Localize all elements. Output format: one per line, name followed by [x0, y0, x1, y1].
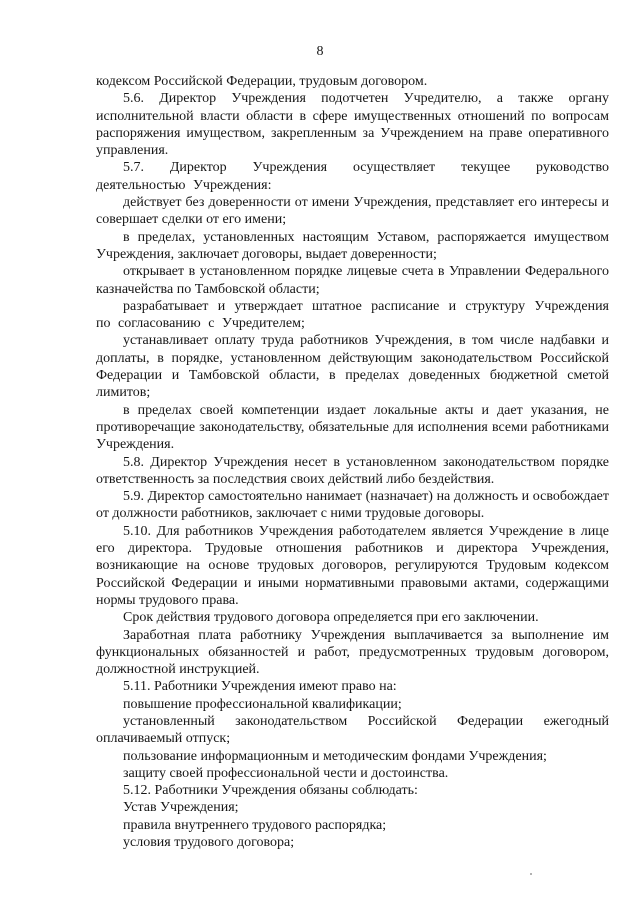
paragraph-5-10: 5.10. Для работников Учреждения работодателем является Учреждение в лице его директора. Трудовые отношения работников и директора Учреждения, возникающие на основе трудовых договоров, регулируются Трудовым кодексом Российской Федерации и иными нормативными правовыми актами, содержащими нормы трудового права. — [96, 523, 609, 608]
list-item-local-acts: в пределах своей компетенции издает локальные акты и дает указания, не противоречащие законодательству, обязательные для исполнения всеми работниками Учреждения. — [96, 402, 609, 453]
paragraph-5-6: 5.6. Директор Учреждения подотчетен Учредителю, а также органу исполнительной власти области в сфере имущественных отношений по вопросам распоряжения имуществом, закрепленным за Учреждением на праве оперативного управления. — [96, 91, 609, 159]
paragraph-salary: Заработная плата работнику Учреждения выплачивается за выполнение им функциональных обязанностей и работ, предусмотренных трудовым договором, должностной инструкцией. — [96, 627, 609, 678]
scan-speck — [530, 873, 532, 875]
document-body — [96, 73, 609, 851]
list-item-staff-schedule: разрабатывает и утверждает штатное расписание и структуру Учреждения по согласованию с Учредителем; — [96, 298, 609, 332]
list-item-honor-dignity: защиту своей профессиональной чести и достоинства. — [123, 765, 449, 781]
paragraph-continuation: кодексом Российской Федерации, трудовым договором. — [96, 74, 428, 89]
paragraph-5-12: 5.12. Работники Учреждения обязаны соблюдать: — [123, 783, 418, 799]
paragraph-contract-term: Срок действия трудового договора определяется при его заключении. — [123, 610, 539, 626]
page-number: 8 — [316, 44, 324, 59]
list-item-manages-property: в пределах, установленных настоящим Уставом, распоряжается имуществом Учреждения, заключает договоры, выдает доверенности; — [96, 229, 609, 262]
paragraph-5-11: 5.11. Работники Учреждения имеют право на: — [123, 679, 397, 695]
paragraph-5-9: 5.9. Директор самостоятельно нанимает (назначает) на должность и освобождает от должности работников, заключает с ними трудовые договоры. — [96, 489, 609, 522]
list-item-acts-without-proxy: действует без доверенности от имени Учреждения, представляет его интересы и совершает сделки от его имени; — [96, 195, 609, 228]
list-item-annual-leave: установленный законодательством Российской Федерации ежегодный оплачиваемый отпуск; — [96, 713, 609, 747]
list-item-charter: Устав Учреждения; — [123, 800, 239, 816]
list-item-contract-terms: условия трудового договора; — [123, 835, 295, 851]
list-item-sets-pay: устанавливает оплату труда работников Учреждения, в том числе надбавки и доплаты, в порядке, установленном действующим законодательством Российской Федерации и Тамбовской области, в пределах доведенных бюджетной сметой лимитов; — [96, 333, 609, 401]
list-item-opens-accounts: открывает в установленном порядке лицевые счета в Управлении Федерального казначейства по Тамбовской области; — [96, 264, 609, 297]
list-item-internal-rules: правила внутреннего трудового распорядка; — [123, 817, 387, 833]
paragraph-5-7: 5.7. Директор Учреждения осуществляет текущее руководство деятельностью Учреждения: — [96, 160, 609, 193]
list-item-qualification: повышение профессиональной квалификации; — [123, 696, 402, 712]
list-item-library-funds: пользование информационным и методическим фондами Учреждения; — [123, 748, 547, 764]
paragraph-5-8: 5.8. Директор Учреждения несет в установленном законодательством порядке ответственность за последствия своих действий либо бездействия. — [96, 454, 609, 487]
